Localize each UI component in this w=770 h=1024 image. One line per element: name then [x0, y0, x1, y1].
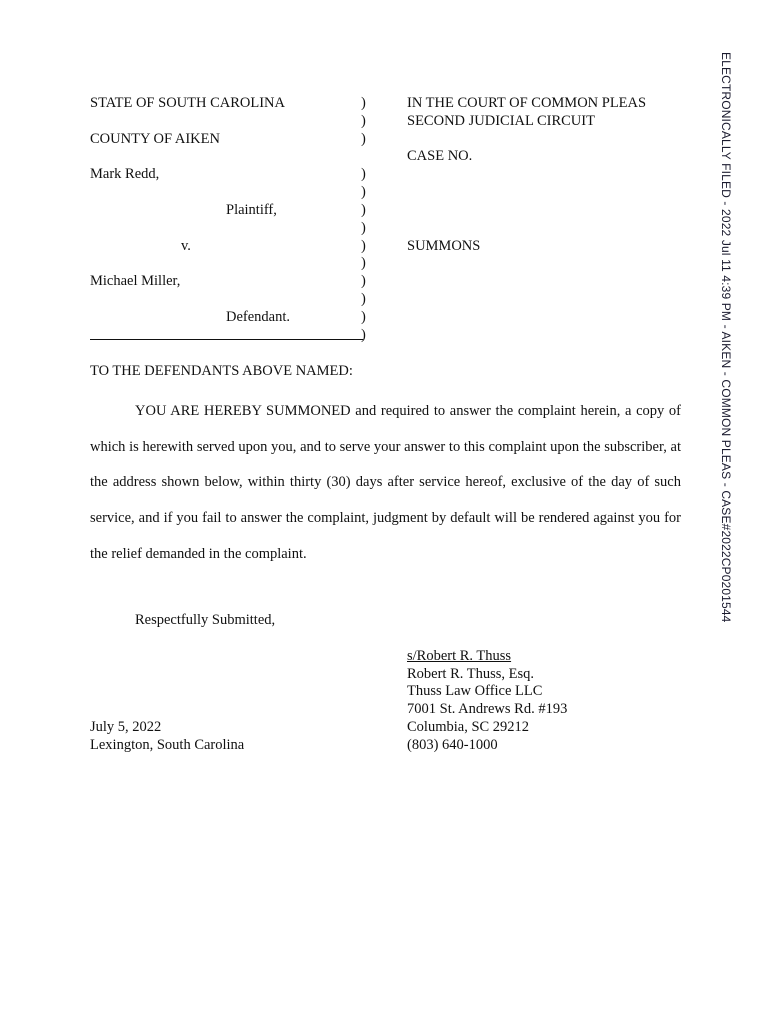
- defendant-name: Michael Miller,: [90, 273, 181, 289]
- caption-paren: ): [361, 95, 366, 111]
- state-caption: STATE OF SOUTH CAROLINA: [90, 95, 285, 111]
- addressee: TO THE DEFENDANTS ABOVE NAMED:: [90, 363, 353, 379]
- court-name: IN THE COURT OF COMMON PLEAS: [407, 95, 647, 111]
- summons-paragraph: YOU ARE HEREBY SUMMONED and required to answer the complaint herein, a copy of which is herewith served upon you, and to serve your answer to this complaint upon the subscriber, at the address shown below, within thirty (30) days after service hereof, exclusive of the day of such service, and if you fail to answer the complaint, judgment by default will be rendered against you for the relief demanded in the complaint.: [90, 403, 681, 562]
- caption-paren: ): [361, 238, 366, 254]
- case-number: CASE NO.: [407, 148, 473, 164]
- defendant-label: Defendant.: [226, 309, 291, 325]
- caption-paren: ): [361, 166, 366, 182]
- signing-date: July 5, 2022: [90, 719, 162, 735]
- caption-paren: ): [361, 220, 366, 236]
- court-circuit: SECOND JUDICIAL CIRCUIT: [407, 113, 595, 129]
- respectfully-submitted: Respectfully Submitted,: [135, 612, 276, 628]
- caption-paren: ): [361, 255, 366, 271]
- document-title: SUMMONS: [407, 238, 481, 254]
- law-firm: Thuss Law Office LLC: [407, 683, 543, 699]
- county-caption: COUNTY OF AIKEN: [90, 131, 220, 147]
- caption-paren: ): [361, 131, 366, 147]
- caption-paren: ): [361, 113, 366, 129]
- attorney-name: Robert R. Thuss, Esq.: [407, 666, 535, 682]
- caption-rule: [90, 339, 363, 340]
- signing-place: Lexington, South Carolina: [90, 737, 245, 753]
- caption-paren: ): [361, 202, 366, 218]
- versus: v.: [181, 238, 191, 254]
- electronic-signature: s/Robert R. Thuss: [407, 648, 512, 664]
- caption-paren: ): [361, 184, 366, 200]
- caption-paren: ): [361, 309, 366, 325]
- caption-paren: ): [361, 273, 366, 289]
- firm-city-address: Columbia, SC 29212: [407, 719, 530, 735]
- caption-paren: ): [361, 327, 366, 343]
- caption-paren: ): [361, 291, 366, 307]
- plaintiff-name: Mark Redd,: [90, 166, 160, 182]
- plaintiff-label: Plaintiff,: [226, 202, 277, 218]
- firm-phone: (803) 640-1000: [407, 737, 498, 753]
- filing-stamp: ELECTRONICALLY FILED - 2022 Jul 11 4:39 PM - AIKEN - COMMON PLEAS - CASE#2022CP0201544: [719, 52, 733, 623]
- firm-street-address: 7001 St. Andrews Rd. #193: [407, 701, 568, 717]
